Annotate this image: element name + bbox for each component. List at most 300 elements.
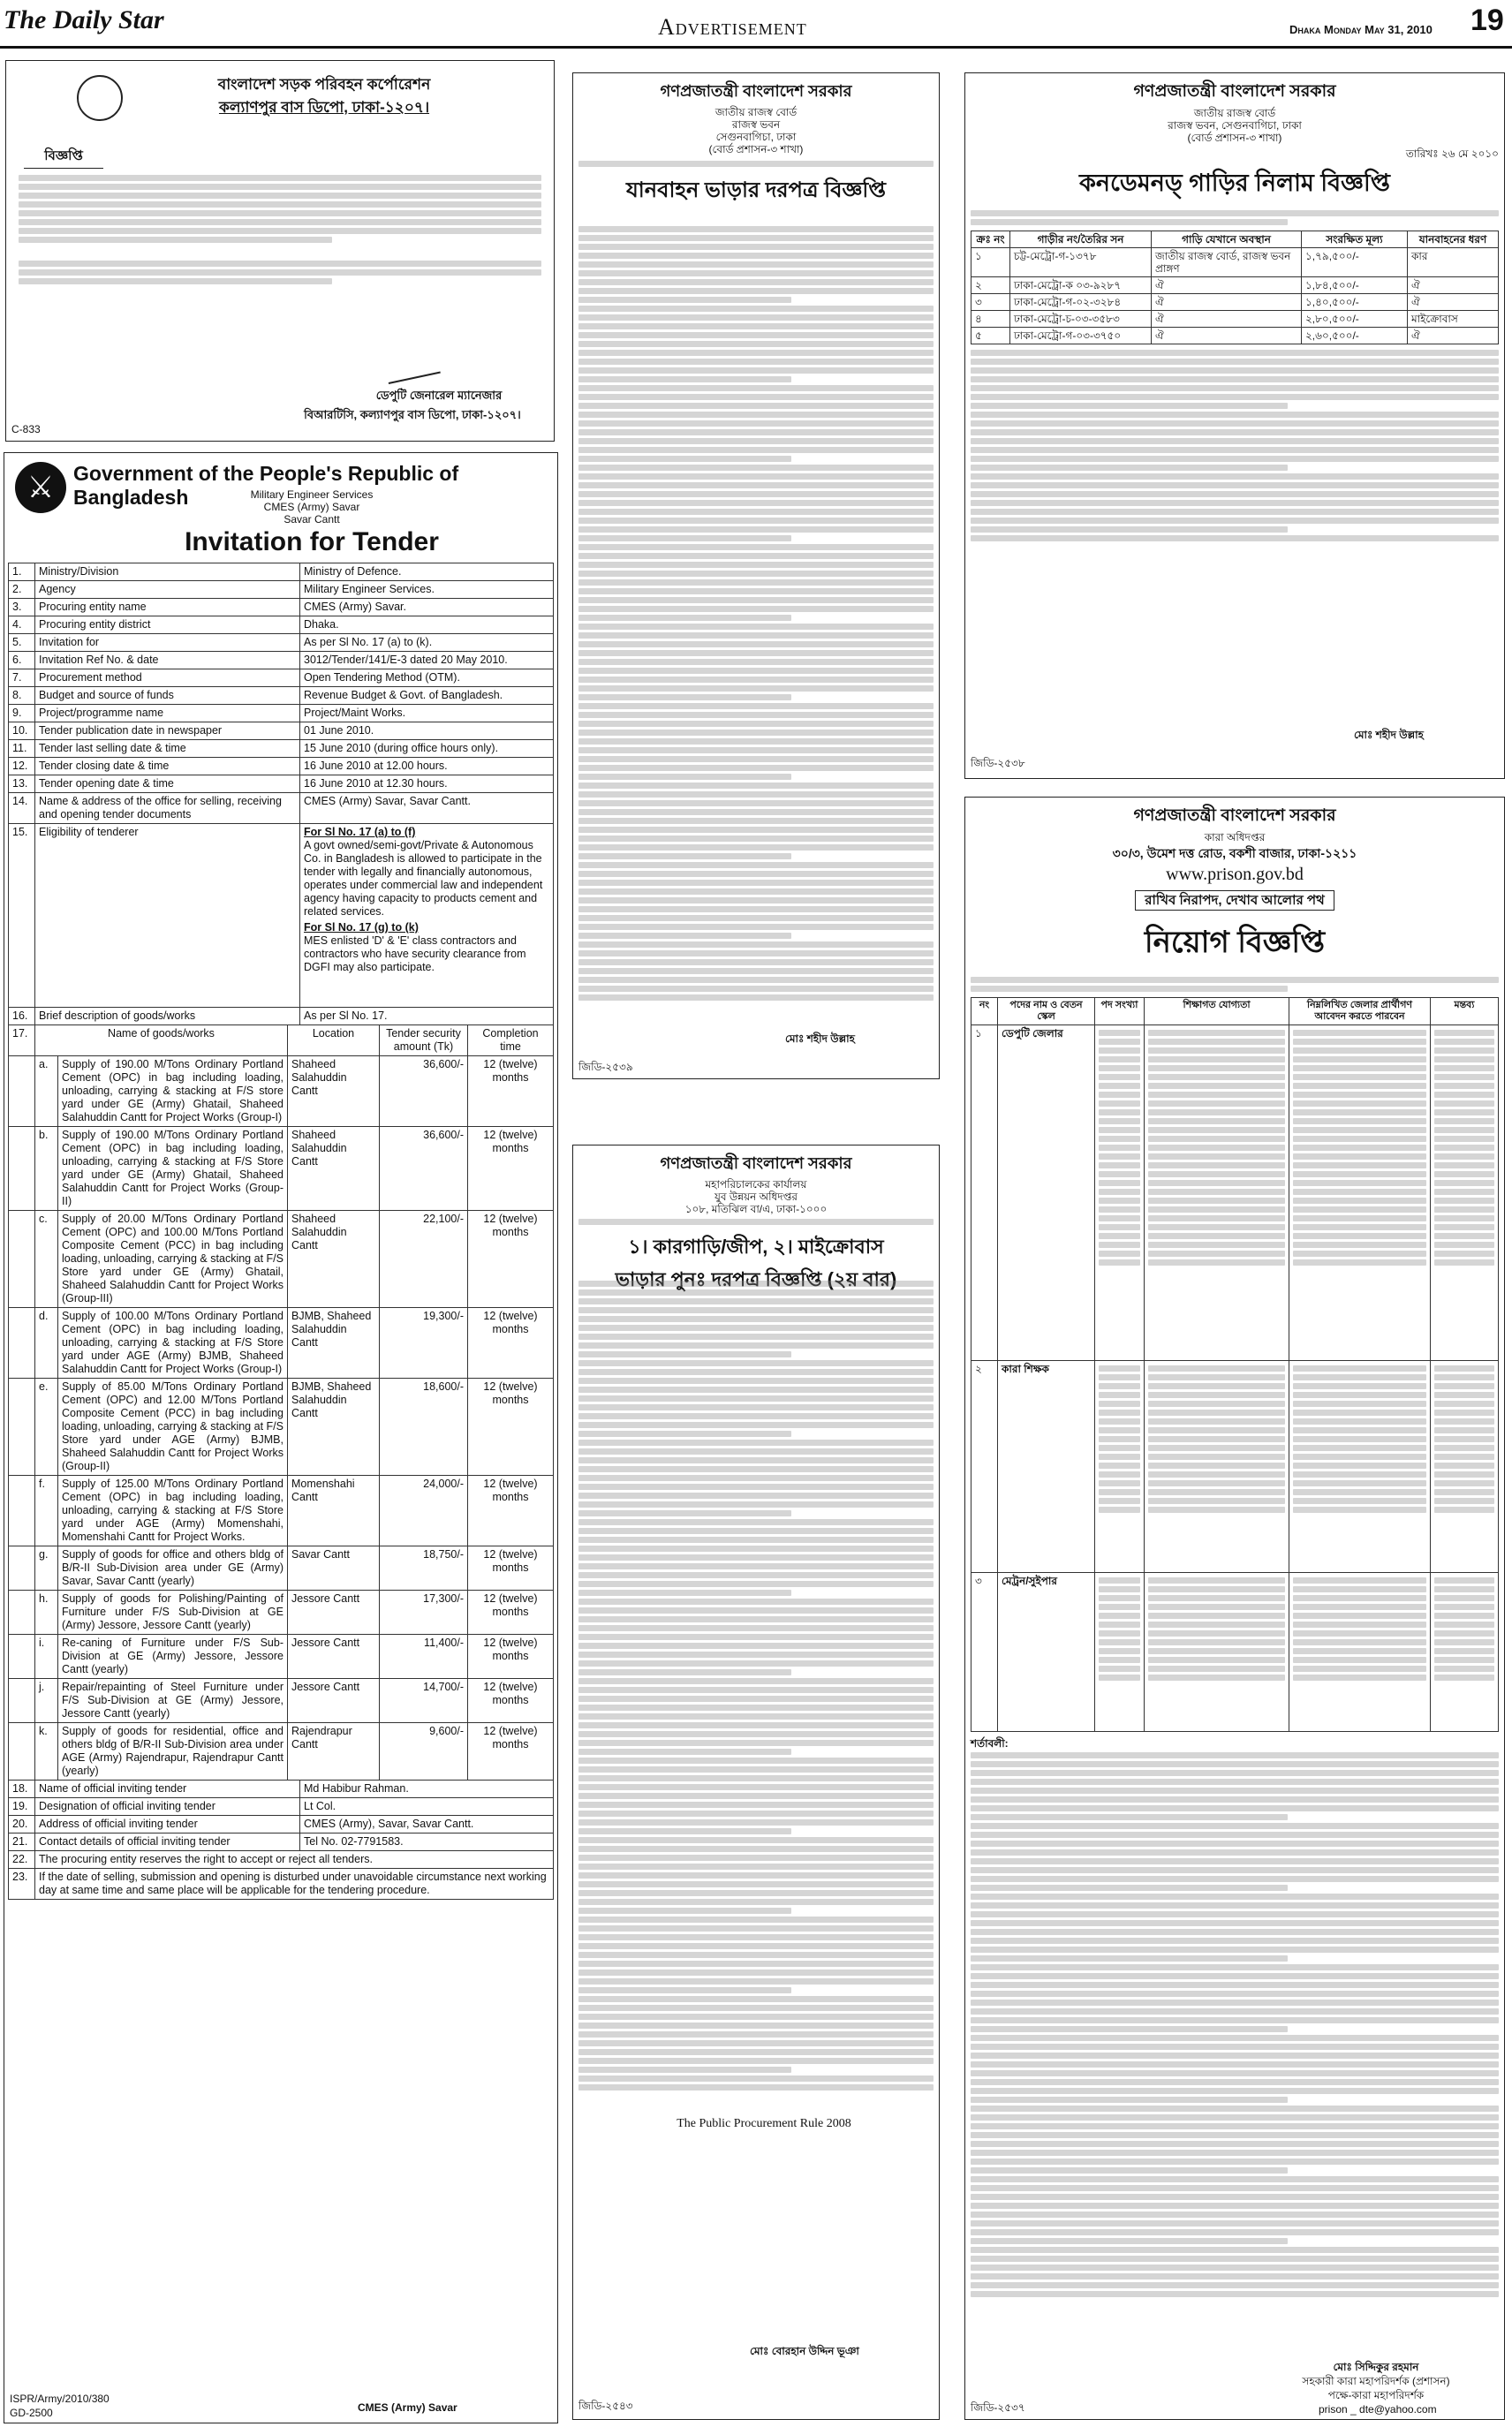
text-line <box>578 1705 934 1711</box>
text-line <box>1148 1074 1285 1080</box>
text-line <box>578 1899 934 1905</box>
text-line <box>971 1947 1499 1953</box>
text-line <box>1293 1092 1426 1098</box>
text-line <box>1434 1198 1494 1204</box>
text-line <box>578 1334 934 1340</box>
youth-code: জিডি-২৫৪৩ <box>578 2400 633 2412</box>
text-line <box>1099 1383 1140 1389</box>
tender-note-text: The procuring entity reserves the right to accept or reject all tenders. <box>35 1851 554 1869</box>
text-line <box>971 2203 1499 2209</box>
text-line <box>578 703 934 709</box>
condemned-row <box>971 294 1499 311</box>
tender-row-no: 6. <box>9 652 35 669</box>
tender-row-no: 9. <box>9 705 35 722</box>
text-line <box>1148 1171 1285 1177</box>
text-line <box>1099 1454 1140 1460</box>
condemned-cell-reg: ঢাকা-মেট্রো-ক ০৩-৯২৮৭ <box>1010 277 1152 294</box>
text-line <box>578 1387 934 1393</box>
text-line <box>578 403 934 409</box>
text-line <box>578 518 934 524</box>
text-line <box>578 668 934 674</box>
text-line <box>1434 1648 1494 1654</box>
text-line <box>971 526 1288 533</box>
tender-row-label: Procuring entity name <box>35 599 300 616</box>
prison-email[interactable]: prison _ dte@yahoo.com <box>1319 2403 1437 2416</box>
text-line <box>1099 1445 1140 1451</box>
text-line <box>578 1925 934 1932</box>
prison-sign-title2: পক্ষে-কারা মহাপরিদর্শক <box>1327 2389 1425 2401</box>
text-line <box>578 394 934 400</box>
text-line <box>578 1678 934 1684</box>
prison-cell-detail <box>1289 1573 1431 1732</box>
text-line <box>578 2005 934 2011</box>
works-row-security: 19,300/- <box>380 1308 468 1379</box>
tender-row-value: Lt Col. <box>300 1798 554 1816</box>
text-line <box>578 1687 934 1693</box>
tender-row <box>9 775 554 793</box>
text-line <box>578 1987 791 1993</box>
text-line <box>1293 1259 1426 1266</box>
text-line <box>1148 1463 1285 1469</box>
text-line <box>578 1881 934 1887</box>
tender-row-label: Tender closing date & time <box>35 758 300 775</box>
dateline: Dhaka Monday May 31, 2010 <box>1289 23 1433 36</box>
brtc-notice-label: বিজ্ঞপ্তি <box>24 146 103 169</box>
condemned-cell-loc: ঐ <box>1152 277 1302 294</box>
prison-cell-post: কারা শিক্ষক <box>998 1361 1095 1573</box>
tender-row <box>9 1781 554 1798</box>
text-line <box>971 2282 1499 2288</box>
condemned-wing: (বোর্ড প্রশাসন-৩ শাখা) <box>1187 132 1282 144</box>
condemned-cell-type: ঐ <box>1408 328 1499 344</box>
text-line <box>971 518 1499 524</box>
text-line <box>971 1938 1499 1944</box>
text-line <box>578 2022 934 2029</box>
condemned-addr: রাজস্ব ভবন, সেগুনবাগিচা, ঢাকা <box>1168 119 1302 132</box>
works-row-blank <box>9 1127 35 1211</box>
text-line <box>578 1784 934 1790</box>
condemned-col-header: গাড়ি যেখানে অবস্থান <box>1152 231 1302 248</box>
text-line <box>578 1510 791 1516</box>
works-location-header: Location <box>288 1025 380 1056</box>
text-line <box>1434 1436 1494 1442</box>
works-row-location: Rajendrapur Cantt <box>288 1723 380 1781</box>
text-line <box>971 403 1288 409</box>
works-row-location: Jessore Cantt <box>288 1635 380 1679</box>
text-line <box>578 465 934 471</box>
prison-col-header: পদ সংখ্যা <box>1095 998 1145 1025</box>
text-line <box>971 491 1499 497</box>
condemned-cell-price: ১,৪০,৫০০/- <box>1302 294 1408 311</box>
text-line <box>578 491 934 497</box>
text-line <box>1099 1074 1140 1080</box>
text-line <box>971 2185 1499 2191</box>
text-line <box>971 1955 1288 1962</box>
text-line <box>971 1858 1499 1864</box>
prison-motto-wrap <box>971 890 1499 912</box>
text-line <box>578 1625 934 1631</box>
text-line <box>1099 1648 1140 1654</box>
text-line <box>578 1793 934 1799</box>
text-line <box>578 1484 934 1490</box>
text-line <box>1099 1189 1140 1195</box>
text-line <box>578 906 934 912</box>
text-line <box>578 1669 791 1675</box>
text-line <box>971 1911 1499 1917</box>
text-line <box>578 447 934 453</box>
text-line <box>1434 1374 1494 1380</box>
text-line <box>1148 1092 1285 1098</box>
text-line <box>1099 1251 1140 1257</box>
text-line <box>1293 1233 1426 1239</box>
text-line <box>578 783 934 789</box>
text-line <box>1148 1401 1285 1407</box>
text-line <box>1293 1365 1426 1372</box>
tender-row-label: Invitation for <box>35 634 300 652</box>
works-row-time: 12 (twelve) months <box>468 1635 554 1679</box>
text-line <box>578 1351 791 1357</box>
org-line-1: Military Engineer Services <box>250 488 374 501</box>
tender-note-text: If the date of selling, submission and opening is disturbed under unavoidable circumstance next working day at same time and same place will be applicable for the tendering procedure. <box>35 1869 554 1900</box>
brtc-code: C-833 <box>11 423 41 435</box>
text-line <box>1293 1109 1426 1115</box>
text-line <box>971 456 1499 462</box>
section-label: Advertisement <box>658 14 807 40</box>
prison-cell-detail <box>1289 1025 1431 1361</box>
tender-row-value: CMES (Army) Savar, Savar Cantt. <box>300 793 554 824</box>
tender-row-value: 16 June 2010 at 12.00 hours. <box>300 758 554 775</box>
text-line <box>578 1404 934 1410</box>
text-line <box>1293 1118 1426 1124</box>
text-line <box>1293 1127 1426 1133</box>
tender-row-no: 1. <box>9 563 35 581</box>
text-line <box>1434 1109 1494 1115</box>
text-line <box>1434 1586 1494 1592</box>
prison-table <box>971 997 1499 1732</box>
condemned-cell-loc: জাতীয় রাজস্ব বোর্ড, রাজস্ব ভবন প্রাঙ্গণ <box>1152 248 1302 277</box>
text-line <box>971 2053 1499 2059</box>
text-line <box>1148 1065 1285 1071</box>
text-line <box>1099 1657 1140 1663</box>
text-line <box>1148 1675 1285 1681</box>
text-line <box>1293 1136 1426 1142</box>
works-row-blank <box>9 1211 35 1308</box>
text-line <box>578 1819 934 1826</box>
tender-sign: CMES (Army) Savar <box>358 2401 457 2414</box>
text-line <box>971 2220 1499 2227</box>
works-row-name: Supply of 190.00 M/Tons Ordinary Portland Cement (OPC) in bag including loading, unloading, carrying & stacking at F/S store yard under GE (Army) Ghatail, Shaheed Salahuddin Cantt for Project Works (Group-I) <box>58 1056 288 1127</box>
text-line <box>578 1828 791 1834</box>
text-line <box>971 1823 1499 1829</box>
text-line <box>578 1802 934 1808</box>
nbr-hire-addr1: রাজস্ব ভবন <box>731 118 781 131</box>
text-line <box>971 2150 1499 2156</box>
text-line <box>1148 1030 1285 1036</box>
text-line <box>1148 1056 1285 1062</box>
text-line <box>1099 1065 1140 1071</box>
text-line <box>1099 1622 1140 1628</box>
tender-table <box>8 563 554 1900</box>
text-line <box>971 2123 1499 2129</box>
text-line <box>1099 1083 1140 1089</box>
text-line <box>1293 1206 1426 1213</box>
text-line <box>1148 1666 1285 1672</box>
text-line <box>1099 1365 1140 1372</box>
text-line <box>1293 1436 1426 1442</box>
text-line <box>1434 1100 1494 1107</box>
tender-row-value: 3012/Tender/141/E-3 dated 20 May 2010. <box>300 652 554 669</box>
tender-row-label: Project/programme name <box>35 705 300 722</box>
brtc-title: বাংলাদেশ সড়ক পরিবহন কর্পোরেশন <box>217 76 431 93</box>
text-line <box>578 1501 934 1508</box>
youth-notice <box>572 1145 940 2420</box>
text-line <box>578 1652 934 1658</box>
works-row-time: 12 (twelve) months <box>468 1591 554 1635</box>
tender-row-no: 11. <box>9 740 35 758</box>
text-line <box>1099 1427 1140 1433</box>
text-line <box>1293 1180 1426 1186</box>
works-row-name: Supply of goods for Polishing/Painting of Furniture under F/S Sub-Division at GE (Army) Jessore, Jessore Cantt (yearly) <box>58 1591 288 1635</box>
text-line <box>1434 1427 1494 1433</box>
text-line <box>1148 1471 1285 1478</box>
tender-row-no: 7. <box>9 669 35 687</box>
condemned-office: জাতীয় রাজস্ব বোর্ড <box>1193 107 1276 119</box>
text-line <box>1434 1118 1494 1124</box>
brtc-signer-org: বিআরটিসি, কল্যাণপুর বাস ডিপো, ঢাকা-১২০৭। <box>304 408 521 421</box>
text-line <box>578 270 934 276</box>
text-line <box>1099 1374 1140 1380</box>
text-line <box>1434 1577 1494 1584</box>
text-line <box>578 1440 934 1446</box>
text-line <box>1148 1454 1285 1460</box>
tender-row-label: Procuring entity district <box>35 616 300 634</box>
tender-row-value: CMES (Army) Savar. <box>300 599 554 616</box>
text-line <box>1148 1445 1285 1451</box>
text-line <box>578 244 934 250</box>
brtc-body-text <box>19 172 541 287</box>
brief-value: As per Sl No. 17. <box>300 1008 554 1025</box>
text-line <box>578 624 934 630</box>
condemned-col-header: ক্রঃ নং <box>971 231 1010 248</box>
text-line <box>1293 1224 1426 1230</box>
text-line <box>578 632 934 639</box>
text-line <box>1434 1418 1494 1425</box>
youth-office: মহাপরিচালকের কার্যালয় <box>705 1178 807 1191</box>
condemned-date: তারিখঃ ২৬ মে ২০১০ <box>1405 147 1499 160</box>
text-line <box>1148 1489 1285 1495</box>
text-line <box>971 394 1499 400</box>
tender-row-value: 01 June 2010. <box>300 722 554 740</box>
text-line <box>1293 1189 1426 1195</box>
text-line <box>578 1607 934 1614</box>
works-security-header: Tender security amount (Tk) <box>380 1025 468 1056</box>
tender-row <box>9 793 554 824</box>
text-line <box>578 1395 934 1402</box>
text-line <box>1293 1065 1426 1071</box>
works-name-header: Name of goods/works <box>35 1025 288 1056</box>
text-line <box>578 1289 934 1296</box>
prison-cell-no: ১ <box>971 1025 998 1361</box>
text-line <box>578 562 934 568</box>
works-row-security: 11,400/- <box>380 1635 468 1679</box>
tender-row-label: Designation of official inviting tender <box>35 1798 300 1816</box>
text-line <box>971 2238 1288 2244</box>
text-line <box>578 1872 934 1879</box>
works-row-time: 12 (twelve) months <box>468 1211 554 1308</box>
works-row <box>9 1127 554 1211</box>
text-line <box>1434 1259 1494 1266</box>
works-row-blank <box>9 1476 35 1546</box>
text-line <box>578 862 934 868</box>
text-line <box>578 544 934 550</box>
prison-code: জিডি-২৫৩৭ <box>971 2401 1025 2414</box>
text-line <box>1099 1401 1140 1407</box>
text-line <box>971 2035 1499 2041</box>
works-row-time: 12 (twelve) months <box>468 1723 554 1781</box>
tender-row-no: 21. <box>9 1833 35 1851</box>
text-line <box>578 1448 934 1455</box>
text-line <box>1293 1471 1426 1478</box>
condemned-cell-reg: ঢাকা-মেট্রো-গ-০২-৩২৮৪ <box>1010 294 1152 311</box>
text-line <box>1099 1595 1140 1601</box>
text-line <box>1293 1427 1426 1433</box>
text-line <box>1293 1639 1426 1645</box>
text-line <box>971 1788 1499 1794</box>
text-line <box>971 1973 1499 1979</box>
text-line <box>971 465 1288 471</box>
tender-note-no: 22. <box>9 1851 35 1869</box>
text-line <box>578 1369 934 1375</box>
text-line <box>1099 1198 1140 1204</box>
text-line <box>578 959 934 965</box>
text-line <box>578 818 934 824</box>
youth-heading-1: ১। কারগাড়ি/জীপ, ২। মাইক্রোবাস <box>628 1236 884 1258</box>
text-line <box>971 2247 1499 2253</box>
text-line <box>971 1832 1499 1838</box>
prison-cell-post: ডেপুটি জেলার <box>998 1025 1095 1361</box>
text-line <box>578 438 934 444</box>
condemned-cell-price: ১,৮৪,৫০০/- <box>1302 277 1408 294</box>
text-line <box>1148 1630 1285 1637</box>
text-line <box>578 659 934 665</box>
text-line <box>1293 1198 1426 1204</box>
text-line <box>971 473 1499 480</box>
text-line <box>971 1929 1499 1935</box>
text-line <box>971 1805 1499 1811</box>
text-line <box>1148 1180 1285 1186</box>
text-line <box>578 1908 791 1914</box>
text-line <box>1293 1401 1426 1407</box>
text-line <box>578 1978 934 1985</box>
tender-row-label: Contact details of official inviting tender <box>35 1833 300 1851</box>
text-line <box>971 2070 1499 2076</box>
text-line <box>971 1849 1499 1856</box>
text-line <box>1099 1418 1140 1425</box>
prison-cell-detail <box>1095 1025 1145 1361</box>
text-line <box>1099 1109 1140 1115</box>
condemned-col-header: যানবাহনের ধরণ <box>1408 231 1499 248</box>
text-line <box>578 765 934 771</box>
eligibility-h1: For Sl No. 17 (a) to (f) <box>304 826 416 838</box>
text-line <box>1099 1180 1140 1186</box>
text-line <box>1293 1480 1426 1486</box>
text-line <box>1148 1242 1285 1248</box>
condemned-cell-no: ৩ <box>971 294 1010 311</box>
text-line <box>578 1731 934 1737</box>
tender-row <box>9 652 554 669</box>
works-row <box>9 1308 554 1379</box>
prison-sign-title: সহকারী কারা মহাপরিদর্শক (প্রশাসন) <box>1302 2375 1450 2387</box>
text-line <box>1099 1242 1140 1248</box>
text-line <box>971 509 1499 515</box>
prison-web[interactable]: www.prison.gov.bd <box>1166 865 1304 884</box>
text-line <box>1148 1595 1285 1601</box>
newspaper-logo: The Daily Star <box>4 5 164 34</box>
text-line <box>1099 1630 1140 1637</box>
tender-row-label: Tender publication date in newspaper <box>35 722 300 740</box>
works-header <box>9 1025 554 1056</box>
text-line <box>578 685 934 692</box>
tender-row <box>9 1798 554 1816</box>
text-line <box>1434 1445 1494 1451</box>
text-line <box>1434 1657 1494 1663</box>
text-line <box>1293 1507 1426 1513</box>
text-line <box>1293 1145 1426 1151</box>
nbr-hire-gov: গণপ্রজাতন্ত্রী বাংলাদেশ সরকার <box>660 82 852 100</box>
text-line <box>1099 1436 1140 1442</box>
text-line <box>1293 1630 1426 1637</box>
text-line <box>1293 1666 1426 1672</box>
text-line <box>578 774 791 780</box>
text-line <box>578 553 934 559</box>
works-row-id: a. <box>35 1056 58 1127</box>
text-line <box>1148 1410 1285 1416</box>
text-line <box>971 535 1499 541</box>
condemned-cell-type: মাইক্রোবাস <box>1408 311 1499 328</box>
text-line <box>1148 1639 1285 1645</box>
prison-cell-detail <box>1431 1573 1499 1732</box>
condemned-row <box>971 328 1499 344</box>
works-row-time: 12 (twelve) months <box>468 1679 554 1723</box>
works-row-location: BJMB, Shaheed Salahuddin Cantt <box>288 1308 380 1379</box>
text-line <box>1099 1666 1140 1672</box>
text-line <box>1434 1083 1494 1089</box>
text-line <box>971 2194 1499 2200</box>
text-line <box>1293 1215 1426 1221</box>
tender-row-value: Military Engineer Services. <box>300 581 554 599</box>
text-line <box>971 2017 1499 2023</box>
tender-row-value: Md Habibur Rahman. <box>300 1781 554 1798</box>
text-line <box>578 1316 934 1322</box>
prison-conditions: শর্তাবলী: <box>971 1737 1009 1750</box>
text-line <box>1434 1039 1494 1045</box>
works-row-security: 22,100/- <box>380 1211 468 1308</box>
text-line <box>578 1766 934 1773</box>
text-line <box>1099 1206 1140 1213</box>
text-line <box>1099 1489 1140 1495</box>
text-line <box>1293 1162 1426 1168</box>
text-line <box>578 1846 934 1852</box>
text-line <box>578 747 934 753</box>
text-line <box>578 279 934 285</box>
works-row-location: Shaheed Salahuddin Cantt <box>288 1211 380 1308</box>
text-line <box>1148 1577 1285 1584</box>
text-line <box>578 880 934 886</box>
text-line <box>578 897 934 904</box>
text-line <box>578 853 791 859</box>
text-line <box>1434 1489 1494 1495</box>
works-row-id: b. <box>35 1127 58 1211</box>
